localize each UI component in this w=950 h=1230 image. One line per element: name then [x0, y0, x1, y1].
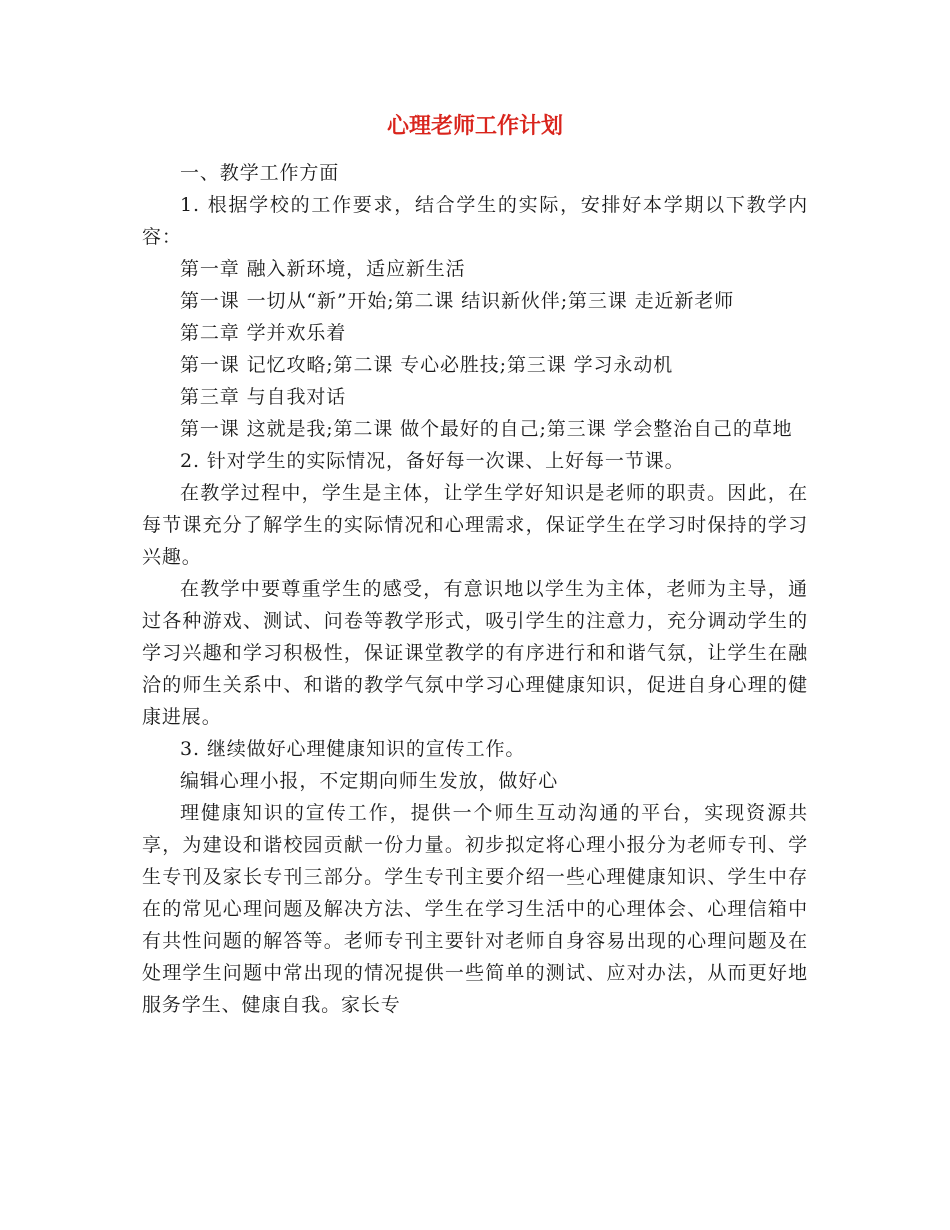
chapter-3-heading: 第三章 与自我对话	[180, 386, 347, 408]
chapter-2-heading: 第二章 学并欢乐着	[180, 322, 347, 344]
document-body	[142, 107, 808, 1021]
paragraph-students-as-subject: 在教学过程中，学生是主体，让学生学好知识是老师的职责。因此，在每节课充分了解学生的实际情况和心理需求，保证学生在学习时保持的学习兴趣。	[142, 482, 808, 568]
section-heading-teaching: 一、教学工作方面	[180, 162, 340, 184]
paragraph-respect-students: 在教学中要尊重学生的感受，有意识地以学生为主体，老师为主导，通过各种游戏、测试、问卷等教学形式，吸引学生的注意力，充分调动学生的学习兴趣和学习积极性，保证课堂教学的有序进行和和谐气氛，让学生在融洽的师生关系中、和谐的教学气氛中学习心理健康知识，促进自身心理的健康进展。	[142, 578, 808, 728]
document-title: 心理老师工作计划	[386, 114, 563, 139]
item-2-lesson-preparation: 2. 针对学生的实际情况，备好每一次课、上好每一节课。	[180, 450, 685, 472]
chapter-1-lessons: 第一课 一切从“新”开始;第二课 结识新伙伴;第三课 走近新老师	[180, 290, 735, 312]
paragraph-newsletter-details: 理健康知识的宣传工作，提供一个师生互动沟通的平台，实现资源共享，为建设和谐校园贡献一份力量。初步拟定将心理小报分为老师专刊、学生专刊及家长专刊三部分。学生专刊主要介绍一些心理健康知识、学生中存在的常见心理问题及解决方法、学生在学习生活中的心理体会、心理信箱中有共性问题的解答等。老师专刊主要针对老师自身容易出现的心理问题及在处理学生问题中常出现的情况提供一些简单的测试、应对办法，从而更好地服务学生、健康自我。家长专	[142, 802, 808, 1016]
chapter-3-lessons: 第一课 这就是我;第二课 做个最好的自己;第三课 学会整治自己的草地	[180, 418, 793, 440]
chapter-1-heading: 第一章 融入新环境，适应新生活	[180, 258, 466, 280]
paragraph-newsletter: 编辑心理小报，不定期向师生发放，做好心	[180, 770, 559, 792]
item-1-teaching-content: 1. 根据学校的工作要求，结合学生的实际，安排好本学期以下教学内容：	[142, 194, 808, 248]
chapter-2-lessons: 第一课 记忆攻略;第二课 专心必胜技;第三课 学习永动机	[180, 354, 674, 376]
item-3-publicity: 3. 继续做好心理健康知识的宣传工作。	[180, 738, 526, 760]
